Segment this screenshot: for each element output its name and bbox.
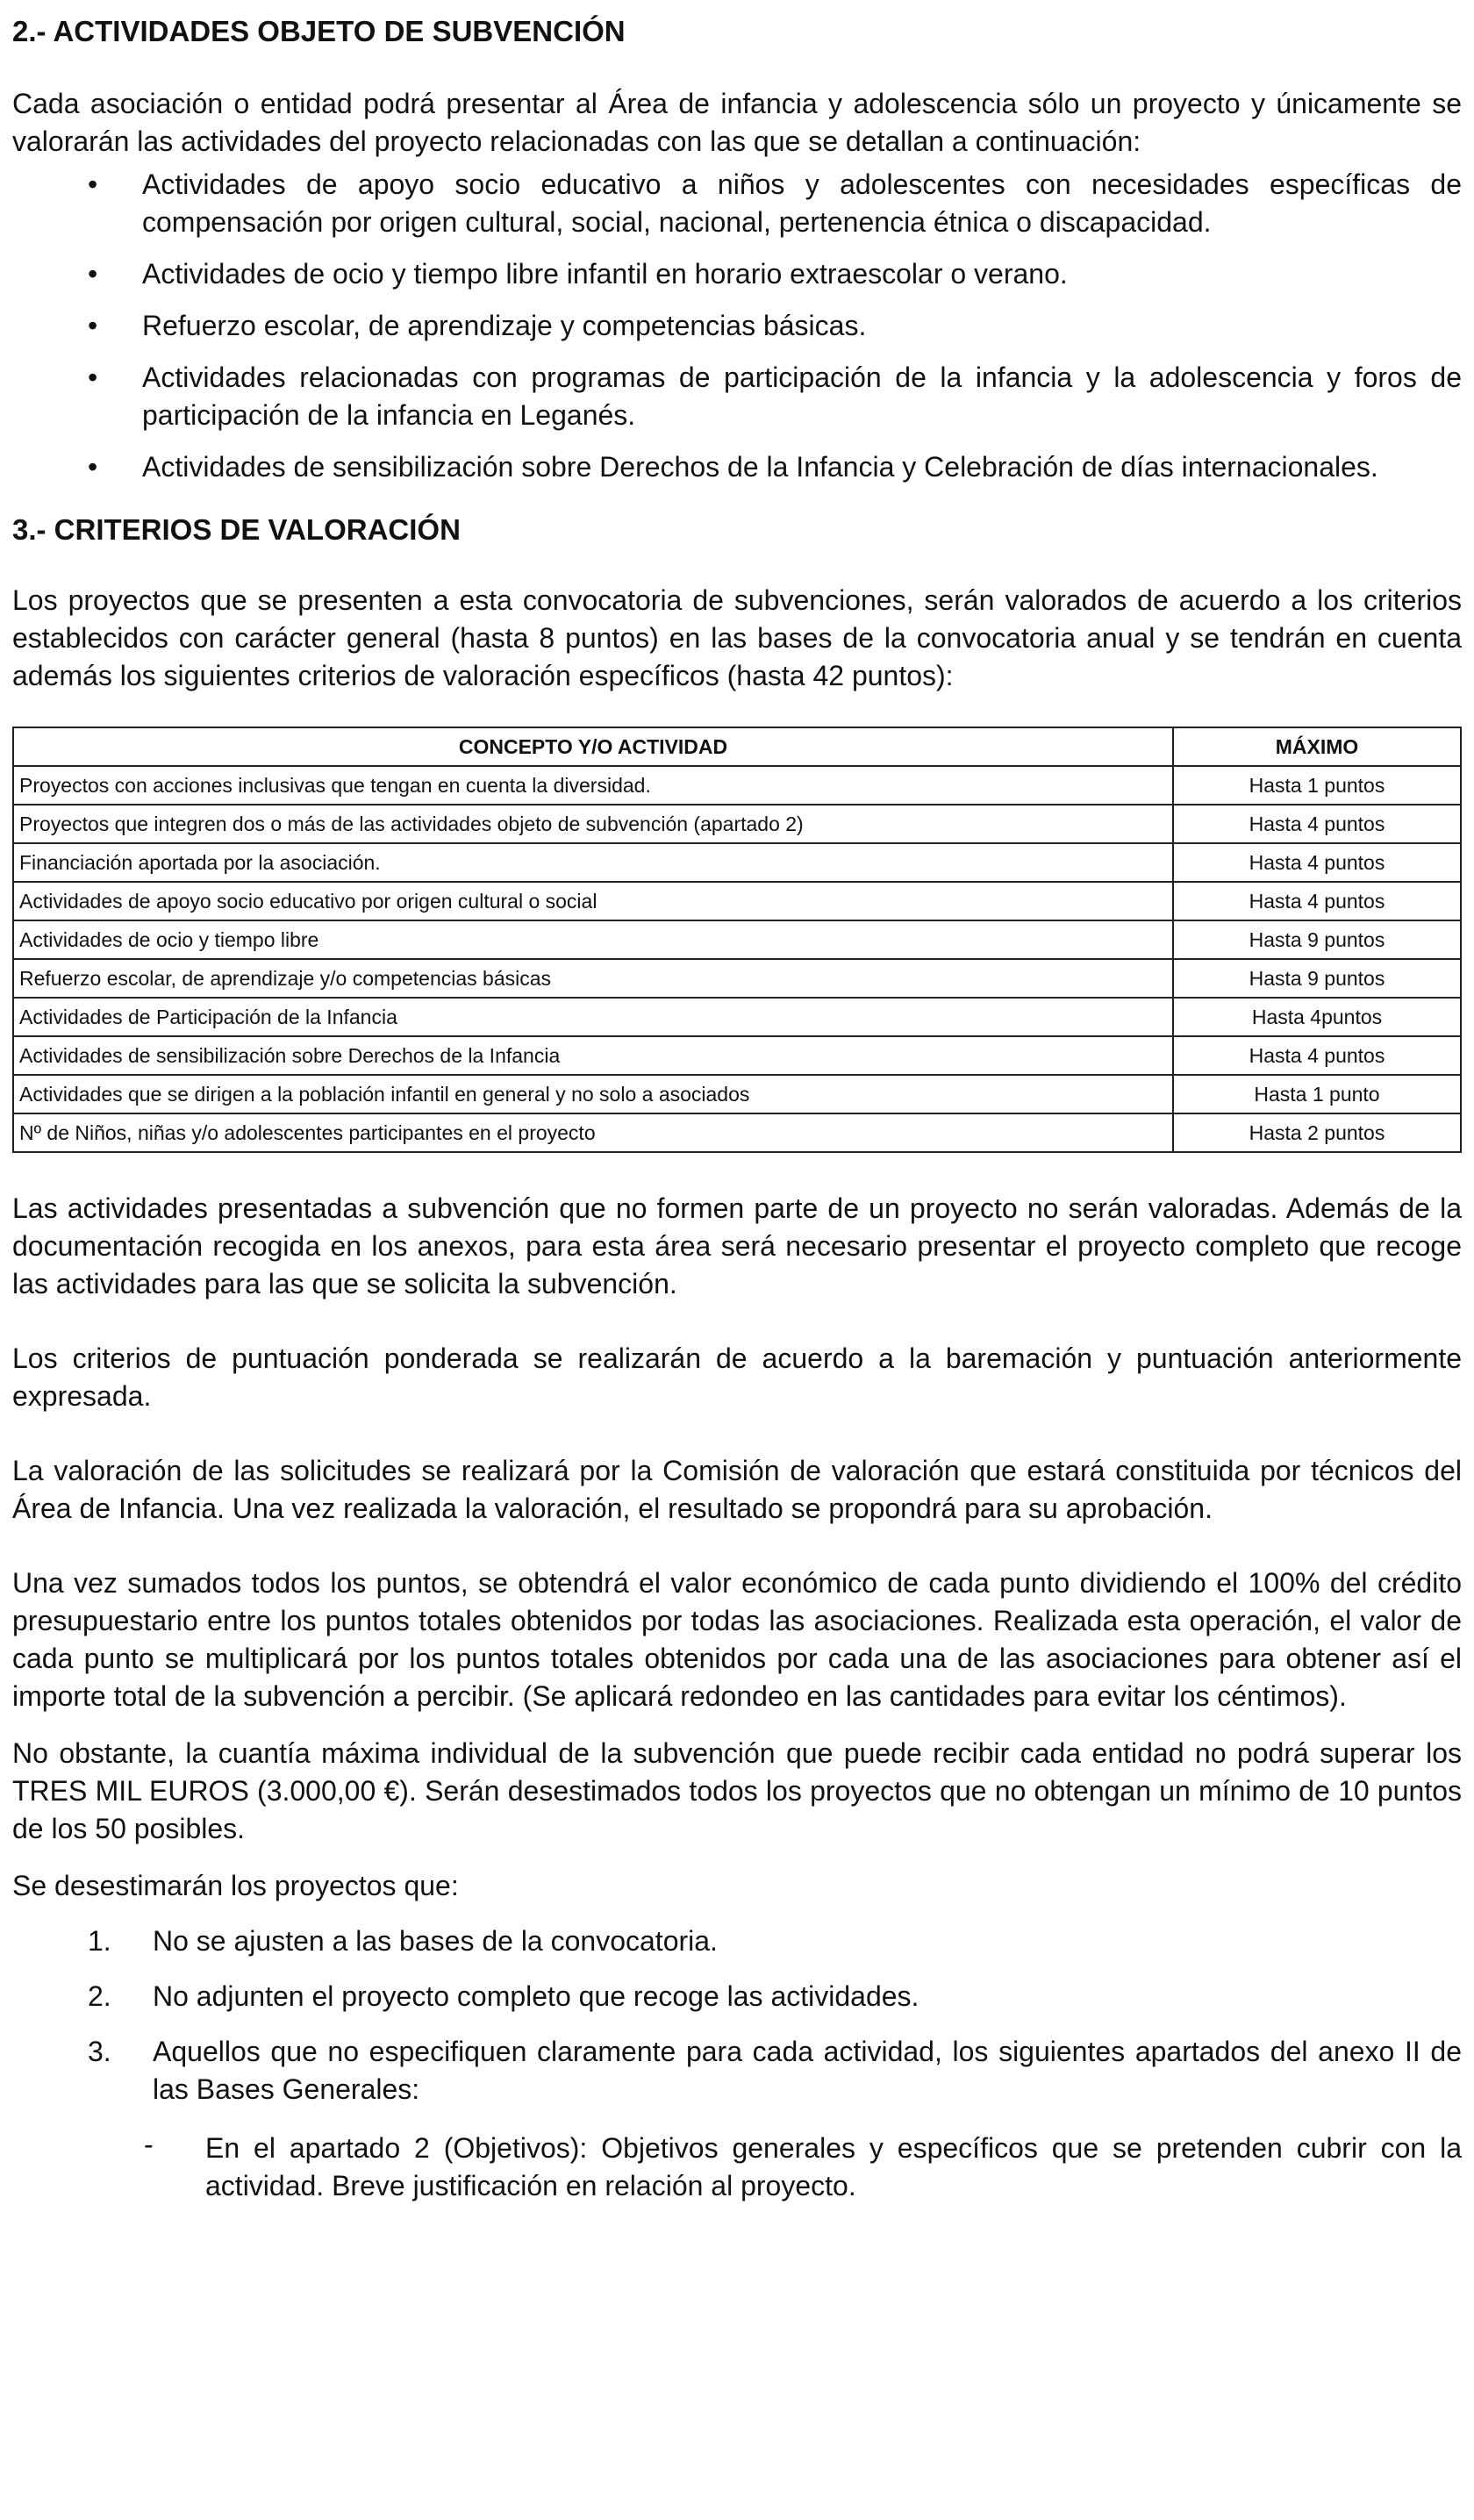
paragraph-max-amount: No obstante, la cuantía máxima individual de la subvención que puede recibir cada entidad no podrá superar los TRES MIL EUROS (3.000,00 €). Serán desestimados todos los proyectos que no obtengan un mínimo de 10 puntos de los 50 posibles. [12,1737,1462,1844]
table-row [13,843,1461,882]
bullet-icon: • [88,451,98,483]
annex-subitems [12,2130,1462,2205]
table-header-row [13,727,1461,766]
list-number: 2. [88,1980,111,2012]
header-concept: CONCEPTO Y/O ACTIVIDAD [13,727,1173,766]
paragraph-unvalued-activities: Las actividades presentadas a subvención que no formen parte de un proyecto no serán valoradas. Además de la documentación recogida en los anexos, para esta área será necesario presentar el proyecto completo que recoge las actividades para las que se solicita la subvención. [12,1192,1462,1299]
bullet-icon: • [88,168,98,200]
paragraph-weighted-criteria: Los criterios de puntuación ponderada se realizarán de acuerdo a la baremación y puntuación anteriormente expresada. [12,1342,1462,1412]
max-cell: Hasta 4 puntos [1173,882,1461,920]
list-item-text: Actividades de ocio y tiempo libre infantil en horario extraescolar o verano. [142,258,1068,290]
list-item-text: No se ajusten a las bases de la convocatoria. [153,1925,718,1957]
max-cell: Hasta 4 puntos [1173,843,1461,882]
table-row [13,920,1461,959]
table-row [13,805,1461,843]
table-row [13,1075,1461,1113]
concept-cell: Proyectos con acciones inclusivas que tengan en cuenta la diversidad. [13,766,1173,805]
section-3-intro: Los proyectos que se presenten a esta convocatoria de subvenciones, serán valorados de acuerdo a los criterios establecidos con carácter general (hasta 8 puntos) en las bases de la convocatoria anual y se tendrán en cuenta además los siguientes criterios de valoración específicos (hasta 42 puntos): [12,584,1462,691]
list-item [12,1922,1462,1960]
bullet-icon: • [88,310,98,341]
list-number: 1. [88,1925,111,1957]
criteria-table [12,727,1462,1153]
max-cell: Hasta 1 puntos [1173,766,1461,805]
concept-cell: Actividades de ocio y tiempo libre [13,920,1173,959]
concept-cell: Actividades que se dirigen a la población infantil en general y no solo a asociados [13,1075,1173,1113]
bullet-icon: • [88,258,98,290]
max-cell: Hasta 1 punto [1173,1075,1461,1113]
concept-cell: Actividades de sensibilización sobre Derechos de la Infancia [13,1036,1173,1075]
max-cell: Hasta 9 puntos [1173,920,1461,959]
header-max: MÁXIMO [1173,727,1461,766]
list-number: 3. [88,2036,111,2067]
concept-cell: Nº de Niños, niñas y/o adolescentes participantes en el proyecto [13,1113,1173,1152]
table-row [13,882,1461,920]
max-cell: Hasta 9 puntos [1173,959,1461,998]
list-item [12,255,1462,293]
section-2-title: 2.- ACTIVIDADES OBJETO DE SUBVENCIÓN [12,15,626,47]
max-cell: Hasta 4 puntos [1173,805,1461,843]
list-item-text: Actividades de apoyo socio educativo a niños y adolescentes con necesidades específicas de compensación por origen cultural, social, nacional, pertenencia étnica o discapacidad. [142,168,1462,238]
bullet-icon: • [88,362,98,393]
table-row [13,1113,1461,1152]
list-item [12,2033,1462,2108]
concept-cell: Actividades de apoyo socio educativo por origen cultural o social [13,882,1173,920]
max-cell: Hasta 4puntos [1173,998,1461,1036]
list-item-text: En el apartado 2 (Objetivos): Objetivos generales y específicos que se pretenden cubrir con la actividad. Breve justificación en relación al proyecto. [205,2132,1462,2201]
list-item-text: No adjunten el proyecto completo que recoge las actividades. [153,1980,919,2012]
table-row [13,959,1461,998]
rejection-list [12,1922,1462,2108]
concept-cell: Proyectos que integren dos o más de las actividades objeto de subvención (apartado 2) [13,805,1173,843]
max-cell: Hasta 4 puntos [1173,1036,1461,1075]
section-2-intro: Cada asociación o entidad podrá presentar al Área de infancia y adolescencia sólo un proyecto y únicamente se valorarán las actividades del proyecto relacionadas con las que se detallan a continuación: [12,88,1462,157]
concept-cell: Actividades de Participación de la Infancia [13,998,1173,1036]
activities-list [12,166,1462,486]
paragraph-point-value: Una vez sumados todos los puntos, se obtendrá el valor económico de cada punto dividiendo el 100% del crédito presupuestario entre los puntos totales obtenidos por todas las asociaciones. Realizada esta operación, el valor de cada punto se multiplicará por los puntos totales obtenidos por cada una de las asociaciones para obtener así el importe total de la subvención a percibir. (Se aplicará redondeo en las cantidades para evitar los céntimos). [12,1567,1462,1712]
list-item [12,1978,1462,2015]
dash-icon: - [144,2129,154,2160]
list-item-text: Actividades de sensibilización sobre Derechos de la Infancia y Celebración de días internacionales. [142,451,1378,483]
section-3-title: 3.- CRITERIOS DE VALORACIÓN [12,513,461,546]
paragraph-rejected-intro: Se desestimarán los proyectos que: [12,1870,459,1901]
list-item-text: Actividades relacionadas con programas de participación de la infancia y la adolescencia y foros de participación de la infancia en Leganés. [142,362,1462,431]
paragraph-commission: La valoración de las solicitudes se realizará por la Comisión de valoración que estará constituida por técnicos del Área de Infancia. Una vez realizada la valoración, el resultado se propondrá para su aprobación. [12,1455,1462,1524]
table-row [13,1036,1461,1075]
concept-cell: Financiación aportada por la asociación. [13,843,1173,882]
list-item [12,448,1462,486]
list-item [12,359,1462,434]
list-item [12,166,1462,241]
table-row [13,766,1461,805]
max-cell: Hasta 2 puntos [1173,1113,1461,1152]
list-item-text: Refuerzo escolar, de aprendizaje y competencias básicas. [142,310,867,341]
table-row [13,998,1461,1036]
list-item-text: Aquellos que no especifiquen claramente para cada actividad, los siguientes apartados del anexo II de las Bases Generales: [153,2036,1462,2105]
list-item [12,2130,1462,2205]
concept-cell: Refuerzo escolar, de aprendizaje y/o competencias básicas [13,959,1173,998]
list-item [12,307,1462,345]
